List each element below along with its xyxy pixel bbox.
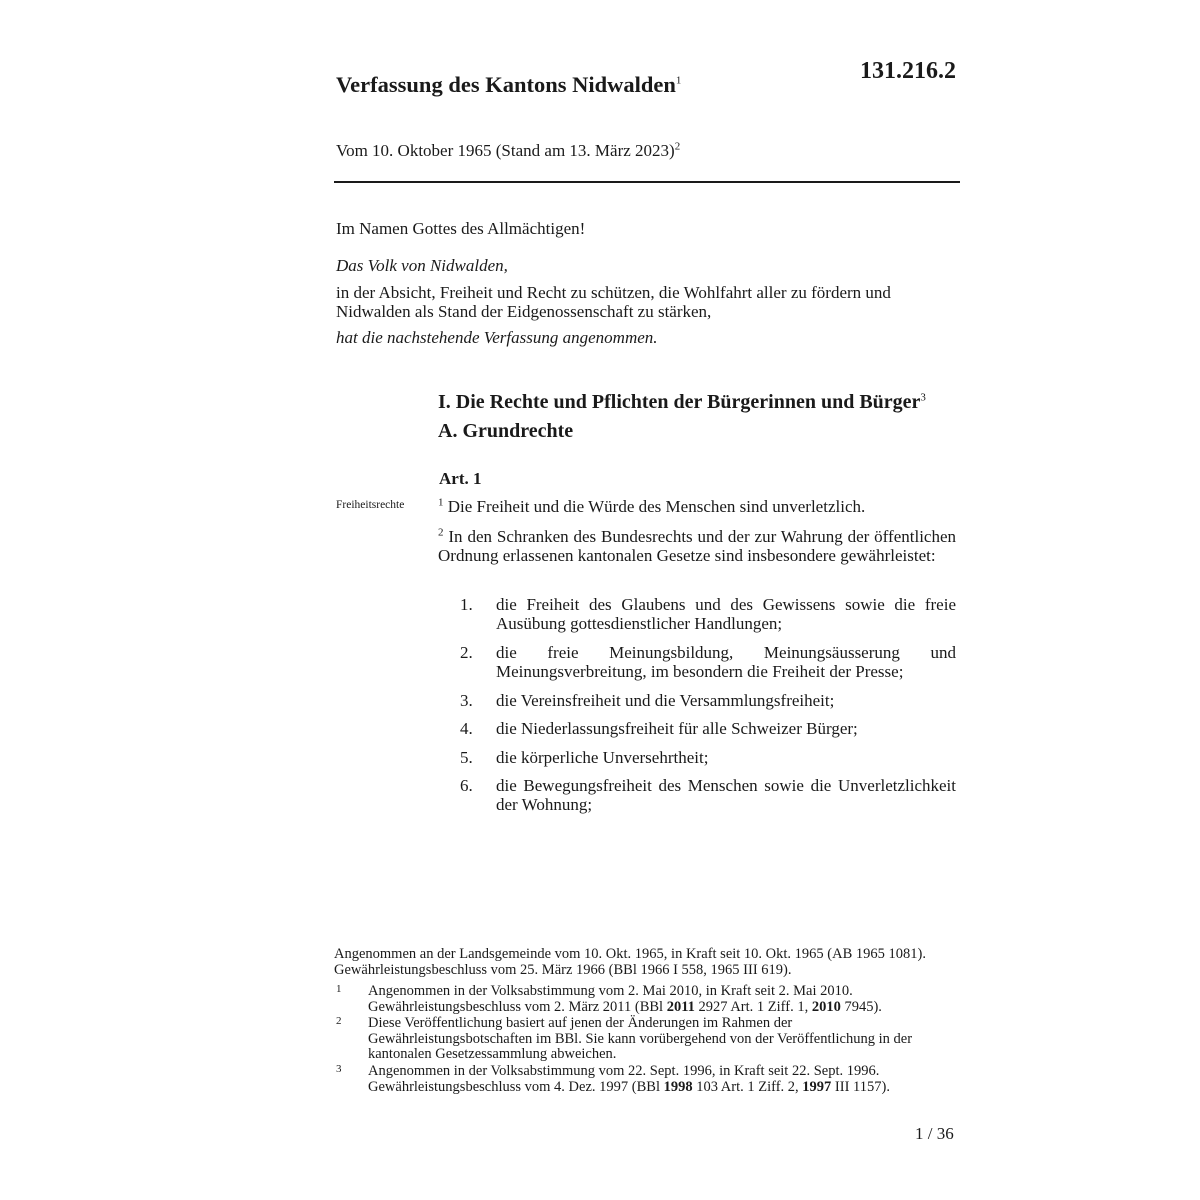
date-line	[336, 141, 680, 161]
footnote-mark: 2	[336, 1015, 342, 1027]
section-title	[438, 391, 926, 414]
header-rule	[334, 181, 960, 183]
paragraph-number: 2	[438, 526, 444, 539]
footnote-text: 103 Art. 1 Ziff. 2,	[692, 1078, 803, 1095]
footnote-year: 2011	[666, 998, 695, 1015]
list-item-number: 3.	[460, 691, 473, 710]
paragraph-text: Die Freiheit und die Würde des Menschen sind unverletzlich.	[447, 497, 866, 516]
list-item: die körperliche Unversehrtheit;	[496, 748, 709, 767]
preamble-invocation: Im Namen Gottes des Allmächtigen!	[336, 219, 586, 238]
footnote-intro: Angenommen an der Landsgemeinde vom 10. Okt. 1965, in Kraft seit 10. Okt. 1965 (AB 1965 1081). Gewährleistungsbeschluss vom 25. März 1966 (BBl 1966 I 558, 1965 III 619).	[334, 946, 926, 978]
footnote-year: 2010	[811, 998, 841, 1015]
date-line-text: Vom 10. Oktober 1965 (Stand am 13. März 2023)	[336, 141, 675, 160]
footnote-mark: 3	[336, 1063, 342, 1075]
footnote-year: 1997	[802, 1078, 832, 1095]
list-item-number: 2.	[460, 643, 473, 662]
section-title-text: I. Die Rechte und Pflichten der Bürgerinnen und Bürger	[438, 391, 921, 413]
document-title	[336, 72, 681, 98]
list-item-number: 1.	[460, 595, 473, 614]
preamble-intent: in der Absicht, Freiheit und Recht zu schützen, die Wohlfahrt aller zu fördern und Nidwalden als Stand der Eidgenossenschaft zu stärken,	[336, 283, 891, 321]
paragraph-text: In den Schranken des Bundesrechts und der zur Wahrung der öffentlichen Ordnung erlassenen kantonalen Gesetze sind insbesondere gewährleistet:	[438, 527, 957, 565]
section-subtitle: A. Grundrechte	[438, 420, 574, 442]
footnote-ref-3[interactable]: 3	[920, 391, 926, 404]
footnote-text: Angenommen in der Volksabstimmung vom 2. Mai 2010, in Kraft seit 2. Mai 2010. Gewährleistungsbeschluss vom 2. März 2011 (BBl	[368, 983, 853, 1015]
article-paragraph-2	[438, 527, 956, 565]
article-title: Art. 1	[439, 469, 482, 488]
footnote-text: 2927 Art. 1 Ziff. 1,	[694, 998, 812, 1015]
list-item-number: 6.	[460, 776, 473, 795]
footnote-mark: 1	[336, 983, 342, 995]
footnote-ref-1[interactable]: 1	[675, 74, 682, 87]
paragraph-number: 1	[438, 496, 444, 509]
sr-number: 131.216.2	[860, 58, 956, 84]
page-number: 1 / 36	[915, 1124, 954, 1143]
list-item-number: 5.	[460, 748, 473, 767]
list-item: die Bewegungsfreiheit des Menschen sowie die Unverletzlichkeit der Wohnung;	[496, 776, 956, 814]
list-item-number: 4.	[460, 719, 473, 738]
document-title-text: Verfassung des Kantons Nidwalden	[336, 72, 676, 97]
list-item: die freie Meinungsbildung, Meinungsäusserung und Meinungsverbreitung, im besondern die Freiheit der Presse;	[496, 643, 956, 681]
footnote-text: III 1157).	[831, 1078, 890, 1095]
preamble-people: Das Volk von Nidwalden,	[336, 256, 508, 275]
list-item: die Vereinsfreiheit und die Versammlungsfreiheit;	[496, 691, 835, 710]
list-item: die Freiheit des Glaubens und des Gewissens sowie die freie Ausübung gottesdienstlicher Handlungen;	[496, 595, 956, 633]
footnote-3	[368, 1064, 953, 1095]
preamble-adoption: hat die nachstehende Verfassung angenommen.	[336, 328, 658, 347]
footnote-ref-2[interactable]: 2	[674, 140, 681, 153]
footnote-2: Diese Veröffentlichung basiert auf jenen der Änderungen im Rahmen der Gewährleistungsbotschaften im BBl. Sie kann vorübergehend von der Veröffentlichung in der kantonalen Gesetzessammlung abweichen.	[368, 1015, 913, 1062]
footnote-text: 7945).	[840, 998, 882, 1015]
footnote-1	[368, 984, 953, 1015]
margin-note: Freiheitsrechte	[336, 499, 405, 511]
list-item: die Niederlassungsfreiheit für alle Schweizer Bürger;	[496, 719, 858, 738]
article-paragraph-1	[438, 497, 956, 516]
footnote-year: 1998	[663, 1078, 693, 1095]
footnote-text: Angenommen in der Volksabstimmung vom 22. Sept. 1996, in Kraft seit 22. Sept. 1996. Gewährleistungsbeschluss vom 4. Dez. 1997 (BBl	[368, 1063, 880, 1095]
